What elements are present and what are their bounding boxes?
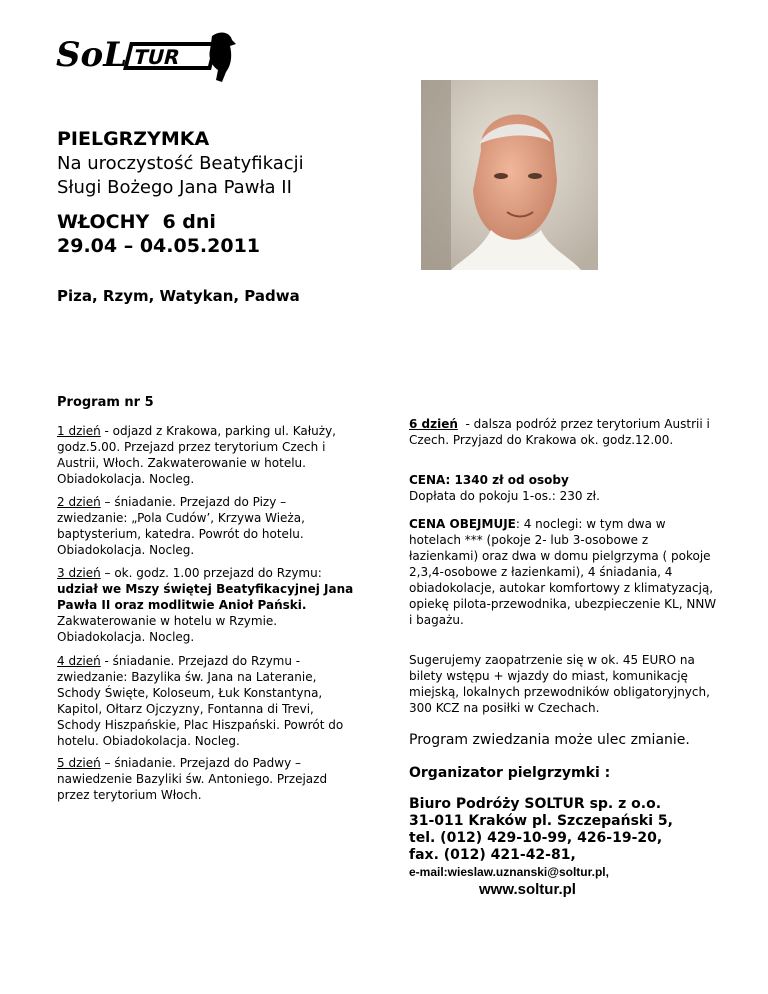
day-2-text: – śniadanie. Przejazd do Pizy – zwiedzanie: „Pola Cudów’, Krzywa Wieża, baptysterium, katedra. Powrót do hotelu. Obiadokolacja. Nocleg. <box>57 495 305 557</box>
portrait-photo <box>421 80 598 270</box>
suggestion-block <box>409 652 719 716</box>
event-subtitle-line2: Sługi Bożego Jana Pawła II <box>57 177 292 198</box>
program-heading: Program nr 5 <box>57 395 154 410</box>
includes-label: CENA OBEJMUJE <box>409 517 516 531</box>
day-5 <box>57 755 357 803</box>
day-3-label: 3 dzień <box>57 566 101 580</box>
logo-text-tur: TUR <box>131 45 183 69</box>
day-1-label: 1 dzień <box>57 424 101 438</box>
organizer-heading: Organizator pielgrzymki : <box>409 765 611 781</box>
organizer-email[interactable]: e-mail:wieslaw.uznanski@soltur.pl, <box>409 865 609 879</box>
day-2 <box>57 494 357 558</box>
day-6-label: 6 dzień <box>409 417 458 431</box>
day-5-text: – śniadanie. Przejazd do Padwy – nawiedzenie Bazyliki św. Antoniego. Przejazd przez terytorium Włoch. <box>57 756 328 802</box>
trip-summary <box>57 210 387 258</box>
day-2-label: 2 dzień <box>57 495 101 509</box>
organizer-website[interactable]: www.soltur.pl <box>479 881 576 898</box>
includes-text: : 4 noclegi: w tym dwa w hotelach *** (pokoje 2- lub 3-osobowe z łazienkami) oraz dwa w domu pielgrzyma ( pokoje 2,3,4-osobowe z łazienkami), 4 śniadania, 4 obiadokolacje, autokar komfortowy z klimatyzacją, opiekę pilota-przewodnika, ubezpieczenie KL, NNW i bagażu. <box>409 517 717 627</box>
event-subtitle-line1: Na uroczystość Beatyfikacji <box>57 153 304 174</box>
day-3 <box>57 565 357 645</box>
title-block <box>57 128 387 200</box>
day-4-text: - śniadanie. Przejazd do Rzymu - zwiedzanie: Bazylika św. Jana na Lateranie, Schody Święte, Koloseum, Łuk Konstantyna, Kapitol, Ołtarz Ojczyzny, Fontanna di Trevi, Schody Hiszpańskie, Plac Hiszpański. Powrót do hotelu. Obiadokolacja. Nocleg. <box>57 654 344 748</box>
soltur-logo <box>54 26 244 82</box>
organizer-line3: tel. (012) 429-10-99, 426-19-20, <box>409 830 663 846</box>
page-title: PIELGRZYMKA <box>57 128 210 150</box>
organizer-line2: 31-011 Kraków pl. Szczepański 5, <box>409 813 673 829</box>
day-1 <box>57 423 357 487</box>
organizer-line1: Biuro Podróży SOLTUR sp. z o.o. <box>409 796 662 812</box>
logo-text-sol: SoL <box>56 35 128 75</box>
organizer-address <box>409 796 719 900</box>
day-6 <box>409 416 719 448</box>
day-3-bold: udział we Mszy świętej Beatyfikacyjnej Jana Pawła II oraz modlitwie Anioł Pański. <box>57 582 354 612</box>
day-3-text-b: Zakwaterowanie w hotelu w Rzymie. Obiadokolacja. Nocleg. <box>57 614 278 644</box>
single-supplement: Dopłata do pokoju 1-os.: 230 zł. <box>409 489 600 503</box>
day-1-text: - odjazd z Krakowa, parking ul. Kałuży, godz.5.00. Przejazd przez terytorium Czech i Austrii, Włoch. Zakwaterowanie w hotelu. Obiadokolacja. Nocleg. <box>57 424 336 486</box>
price-block <box>409 472 719 504</box>
day-6-text: - dalsza podróż przez terytorium Austrii i Czech. Przyjazd do Krakowa ok. godz.12.00. <box>409 417 714 447</box>
price: CENA: 1340 zł od osoby <box>409 473 569 487</box>
day-3-text-a: – ok. godz. 1.00 przejazd do Rzymu: <box>100 566 322 580</box>
trip-dates: 29.04 – 04.05.2011 <box>57 235 261 257</box>
route: Piza, Rzym, Watykan, Padwa <box>57 287 300 305</box>
organizer-line4: fax. (012) 421-42-81, <box>409 847 576 863</box>
country-days: WŁOCHY 6 dni <box>57 211 216 233</box>
day-4 <box>57 653 357 749</box>
disclaimer: Program zwiedzania może ulec zmianie. <box>409 732 690 748</box>
day-4-label: 4 dzień <box>57 654 101 668</box>
day-5-label: 5 dzień <box>57 756 101 770</box>
suggestion-text: Sugerujemy zaopatrzenie się w ok. 45 EURO na bilety wstępu + wjazdy do miast, komunikację miejską, lokalnych przewodników obligatoryjnych, 300 KCZ na posiłki w Czechach. <box>409 653 710 715</box>
eagle-icon <box>209 33 236 82</box>
includes-block <box>409 516 719 628</box>
